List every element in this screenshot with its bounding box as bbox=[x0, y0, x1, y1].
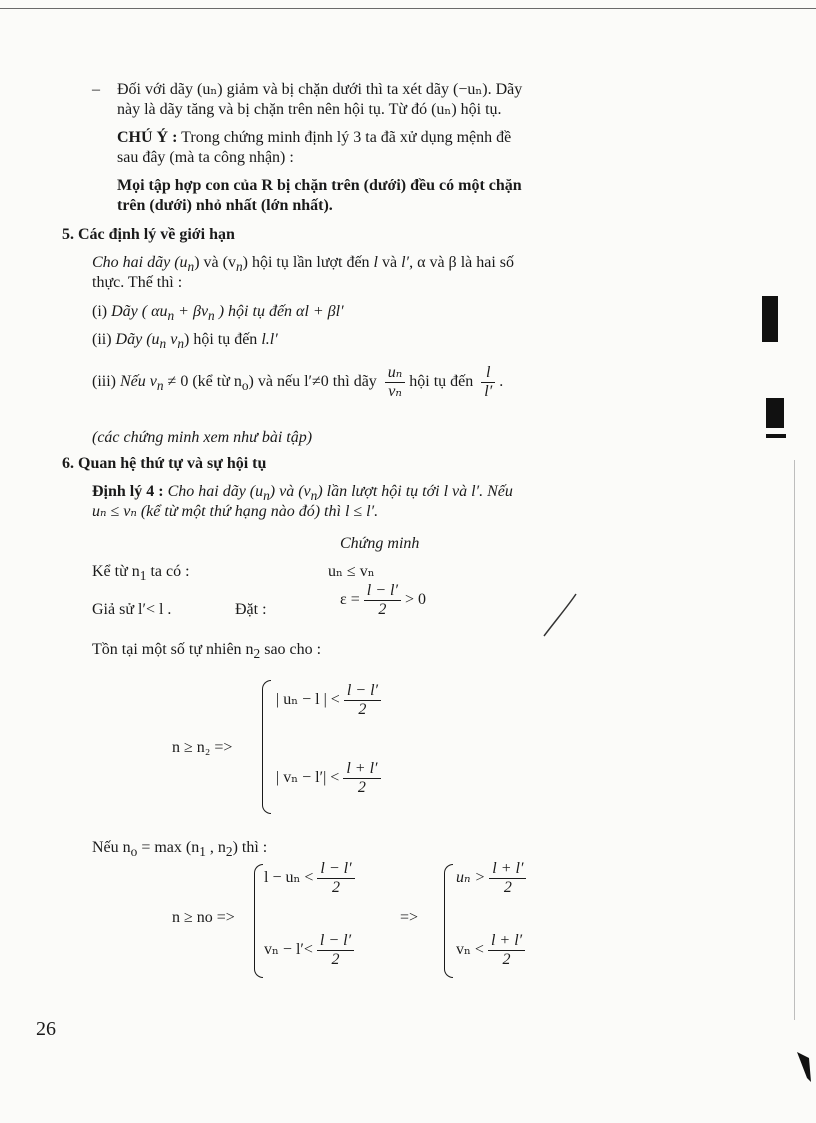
top-rule bbox=[0, 8, 816, 9]
sec5-para-line-1: Cho hai dãy $(u_n)$ và $(v_n)$ hội tụ lần lượt đến l và l′, α và β là hai số bbox=[92, 254, 515, 275]
note-label: CHÚ Ý : bbox=[117, 129, 178, 146]
proposition-line-1: Mọi tập hợp con của R bị chặn trên (dưới) đều có một chặn bbox=[117, 177, 522, 194]
proof-line-4: Nếu $n_o = \max (n_1$ , $n_2$) thì : bbox=[92, 839, 268, 860]
system-2-condition: n ≥ no => bbox=[172, 909, 235, 926]
proof-line-3: Tồn tại một số tự nhiên $n_2$ sao cho : bbox=[92, 641, 322, 662]
item-ii: (ii) Dãy ($u_n$ $v_n$) hội tụ đến l.l′ bbox=[92, 331, 278, 352]
proof-title: Chứng minh bbox=[340, 535, 420, 552]
theorem-4-line-2: uₙ ≤ vₙ (kể từ một thứ hạng nào đó) thì l ≤ l′. bbox=[92, 503, 379, 520]
system-1-brace bbox=[262, 680, 271, 814]
page-number: 26 bbox=[36, 1018, 56, 1040]
scan-mark-3 bbox=[766, 434, 786, 438]
frac-l-over-lprime: $\frac{l}{l'}$ bbox=[481, 364, 495, 401]
proof-line-2: Giả sử l′< l . bbox=[92, 601, 172, 618]
proof-line-1-math: uₙ ≤ vₙ bbox=[328, 563, 375, 580]
theorem-4-line-1: Định lý 4 : Cho hai dãy $(u_n)$ và $(v_n)$ lần lượt hội tụ tới l và l′. Nếu bbox=[92, 483, 513, 504]
intro-line-2: này là dãy tăng và bị chặn trên nên hội tụ. Từ đó (uₙ) hội tụ. bbox=[117, 101, 502, 118]
scan-mark-1 bbox=[762, 296, 778, 342]
frac-u-over-v: $\frac{\text{uₙ}}{\text{vₙ}}$ bbox=[385, 364, 405, 401]
proof-line-2-dat: Đặt : bbox=[235, 601, 267, 618]
section-5-heading: 5. Các định lý về giới hạn bbox=[62, 226, 235, 243]
system-1-eq-2: | vₙ − l′| < $\frac{l + l'}{2}$ bbox=[276, 760, 385, 797]
proof-line-1: Kể từ $n_1$ ta có : bbox=[92, 563, 190, 584]
bullet-dash: – bbox=[92, 81, 100, 98]
proposition-line-2: trên (dưới) nhỏ nhất (lớn nhất). bbox=[117, 197, 333, 214]
scan-corner-mark bbox=[795, 1052, 813, 1092]
scan-edge-line bbox=[794, 460, 795, 1020]
system-1-eq-1: | uₙ − l | < $\frac{l - l'}{2}$ bbox=[276, 682, 385, 719]
system-2-eq-1: l − uₙ < $\frac{l - l'}{2}$ bbox=[264, 860, 359, 897]
system-2-brace bbox=[254, 864, 263, 978]
system-1-condition: n ≥ n₂ => bbox=[172, 739, 233, 756]
note-line-2: sau đây (mà ta công nhận) : bbox=[117, 149, 294, 166]
section-6-heading: 6. Quan hệ thứ tự và sự hội tụ bbox=[62, 455, 267, 472]
epsilon-definition: ε = $\frac{l - l'}{2}$ > 0 bbox=[340, 582, 426, 618]
scan-mark-2 bbox=[766, 398, 784, 428]
intro-line-1: Đối với dãy (uₙ) giảm và bị chặn dưới thì ta xét dãy (−uₙ). Dãy bbox=[117, 81, 523, 98]
proof-exercise-note: (các chứng minh xem như bài tập) bbox=[92, 429, 313, 446]
system-2-eq-2: vₙ − l′< $\frac{l - l'}{2}$ bbox=[264, 932, 358, 969]
system-3-eq-2: vₙ < $\frac{l + l'}{2}$ bbox=[456, 932, 529, 969]
system-3-eq-1: uₙ > $\frac{l + l'}{2}$ bbox=[456, 860, 530, 897]
note-line-1: CHÚ Ý : Trong chứng minh định lý 3 ta đã xử dụng mệnh đề bbox=[117, 129, 512, 146]
sec5-para-line-2: thực. Thế thì : bbox=[92, 274, 183, 291]
item-iii: (iii) Nếu $v_n \ne 0$ (kể từ $n_o$) và nếu l′≠0 thì dãy $\frac{\text{uₙ}}{\text{vₙ}}$ hội tụ đến $\frac{l}{l'}$ . bbox=[92, 363, 504, 400]
system-2-implies: => bbox=[400, 909, 419, 926]
pen-stroke-mark bbox=[540, 590, 580, 640]
system-3-brace bbox=[444, 864, 453, 978]
item-i: (i) Dãy ( $\alpha u_n + \beta v_n$ ) hội tụ đến αl + βl′ bbox=[92, 303, 344, 324]
